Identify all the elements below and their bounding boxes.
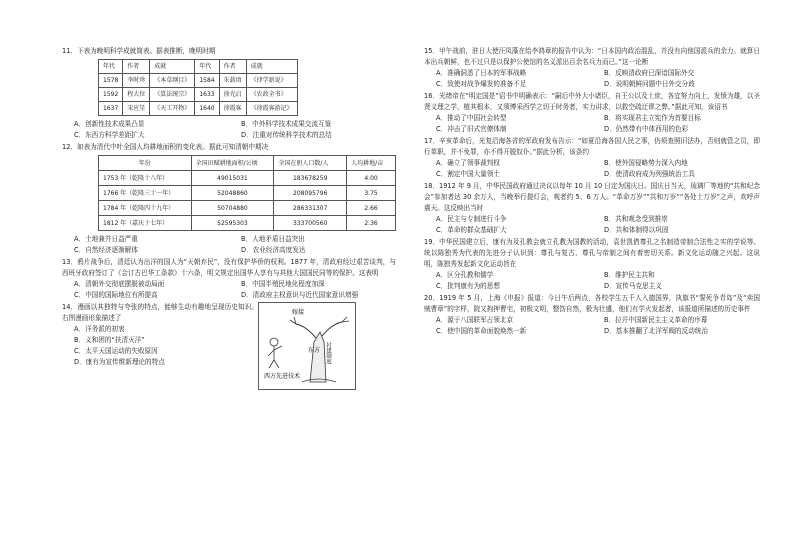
table-cell: 程大位 xyxy=(123,88,150,102)
table-cell: 183678259 xyxy=(274,171,347,186)
table-row xyxy=(99,88,298,102)
option-a[interactable]: A．民主与专制进行斗争 xyxy=(436,215,507,223)
table-cell: 朱载堉 xyxy=(219,74,246,88)
question-20-options xyxy=(424,315,760,337)
table-cell: 1584 xyxy=(195,74,219,88)
option-a[interactable]: A．土地兼并日益严重 xyxy=(74,235,138,243)
cartoon-base-label: 西方先进技术 xyxy=(264,373,301,380)
table-row xyxy=(99,186,396,201)
cartoon-top-label: 嫁接 xyxy=(292,309,305,316)
question-19-options xyxy=(424,270,760,292)
option-c[interactable]: C．冲击了旧式官僚体制 xyxy=(436,125,507,133)
question-17 xyxy=(424,136,760,180)
option-c[interactable]: C．批判康有为的思想 xyxy=(436,282,500,290)
option-a[interactable]: A．准确洞悉了日本的军事战略 xyxy=(436,69,527,77)
option-c[interactable]: C．中国的国际地位有所提高 xyxy=(74,291,158,299)
question-16-options xyxy=(424,113,760,135)
question-11-options xyxy=(62,119,396,141)
question-16 xyxy=(424,91,760,135)
table-cell: 50704880 xyxy=(191,201,274,216)
question-20 xyxy=(424,293,760,337)
question-11-table xyxy=(98,59,298,116)
table-header-cell: 作者 xyxy=(123,60,150,74)
table-row xyxy=(99,74,298,88)
option-d[interactable]: D．清政府主权意识与近代国家意识增强 xyxy=(241,291,359,299)
option-c[interactable]: C．革命的群众基础扩大 xyxy=(436,226,507,234)
question-18-options xyxy=(424,214,760,236)
table-cell: 宋应星 xyxy=(123,102,150,116)
table-header-cell: 人均耕地/亩 xyxy=(347,156,396,171)
table-row xyxy=(99,201,396,216)
table-cell: 3.75 xyxy=(347,186,396,201)
option-b[interactable]: B．使外国侵略势力深入内地 xyxy=(604,159,688,167)
right-column xyxy=(424,46,760,338)
option-c[interactable]: C．使中国的革命面貌焕然一新 xyxy=(436,327,527,335)
option-d[interactable]: D．农业经济高度发达 xyxy=(241,246,306,254)
table-header-cell: 成就 xyxy=(246,60,297,74)
option-c[interactable]: C．东西方科学差距扩大 xyxy=(74,131,145,139)
question-18 xyxy=(424,181,760,236)
table-cell: 1640 xyxy=(195,102,219,116)
option-b[interactable]: B．共和观念受到推崇 xyxy=(604,215,668,223)
option-b[interactable]: B．拉开中国新民主主义革命的序幕 xyxy=(604,316,708,324)
table-cell: 1578 xyxy=(99,74,123,88)
question-13 xyxy=(62,257,396,301)
table-row xyxy=(99,171,396,186)
table-cell: 208095796 xyxy=(274,186,347,201)
option-a[interactable]: A．确立了领事裁判权 xyxy=(436,159,500,167)
option-c[interactable]: C．致使对战争爆发的准备不足 xyxy=(436,80,527,88)
option-a[interactable]: A．源于八国联军占领北京 xyxy=(436,316,514,324)
option-b[interactable]: B．反映清政府已深谙国际外交 xyxy=(604,69,695,77)
option-b[interactable]: B．将实现君主立宪作为首要目标 xyxy=(604,114,701,122)
option-d[interactable]: D．宣传马克思主义 xyxy=(604,282,662,290)
table-header-cell: 年代 xyxy=(99,60,123,74)
table-header-cell: 作者 xyxy=(219,60,246,74)
table-cell: 1784 年（乾隆四十九年） xyxy=(99,201,192,216)
question-17-options xyxy=(424,158,760,180)
table-cell: 1753 年（乾隆十八年） xyxy=(99,171,192,186)
table-cell: 《算法统宗》 xyxy=(150,88,195,102)
option-d[interactable]: D．基本推翻了北洋军阀的反动统治 xyxy=(604,327,708,335)
question-12 xyxy=(62,142,396,256)
table-cell: 52048860 xyxy=(191,186,274,201)
option-d[interactable]: D．使清政府成为列强统治工具 xyxy=(604,170,695,178)
table-cell: 《徐霞客游记》 xyxy=(246,102,297,116)
option-c[interactable]: C．割定中国大量领土 xyxy=(436,170,500,178)
option-d[interactable]: D．共和体制得以巩固 xyxy=(604,226,669,234)
question-14-stem: 14．漫画以其独特与夸张的特点，能够生动有趣地呈现历史知识。右图漫画形象描述了 xyxy=(62,303,258,322)
table-cell: 《本草纲目》 xyxy=(150,74,195,88)
question-13-options xyxy=(62,279,396,301)
table-row xyxy=(99,216,396,231)
table-cell: 1633 xyxy=(195,88,219,102)
table-cell: 《律学新说》 xyxy=(246,74,297,88)
question-11 xyxy=(62,46,396,141)
table-cell: 徐光启 xyxy=(219,88,246,102)
option-b[interactable]: B．义和团的“扶清灭洋” xyxy=(74,336,145,344)
option-a[interactable]: A．洋务派的初衷 xyxy=(74,325,125,333)
left-column xyxy=(62,46,396,380)
option-a[interactable]: A．清朝外交彻底摆脱被动局面 xyxy=(74,280,165,288)
table-header-row xyxy=(99,156,396,171)
question-14 xyxy=(62,302,396,380)
question-17-stem: 17．辛亥革命后，光复沿海各省的军政府发布告示：“如夏沿海各国人民之事，仍须查照旧法办，否则就管之员，即行革职，并不免罪，亦不得开脱奴仆。”据此分析，该条约 xyxy=(424,137,760,156)
table-cell: 1766 年（乾隆三十一年） xyxy=(99,186,192,201)
question-12-stem: 12．如表为清代中叶全国人均耕地面积的变化表。据此可知清朝中期决 xyxy=(62,143,269,151)
question-15-stem: 15．甲午战前，驻日大使汪凤藻在给李鸿章的报告中认为：“日本国内政治混乱，并没有向他国派兵的余力。就算日本出兵朝鲜，也不过只是以保护公使馆的名义派出百余名兵力而已。”这一论断 xyxy=(424,47,760,66)
option-d[interactable]: D．说明朝鲜问题中日外交分歧 xyxy=(604,80,695,88)
table-cell: 286331307 xyxy=(274,201,347,216)
table-header-cell: 年份 xyxy=(99,156,192,171)
question-16-stem: 16．光绪帝在“明定国是”诏书中明确表示：“嗣后中外大小诸臣，自王公以及士庶，各宜努力向上，发愤为雄，以圣贤义理之学，植其根本，又须博采西学之切于时务者，实力讲求，以救空疏迂谬之弊。”据此可知，该诏书 xyxy=(424,92,760,111)
table-header-cell: 全国田赋耕地面积/公顷 xyxy=(191,156,274,171)
question-19-stem: 19．中华民国建立后，康有为及孔教会就立孔教为国教的活动，袁世凯借尊孔之名制造帝制合法性之实的学说等。统以陈独秀为代表的先进分子认识到：尊孔与复古、尊孔与帝制之间有着密切关系。新文化运动随之兴起。这说明，陈独秀发起新文化运动旨在 xyxy=(424,238,760,268)
option-a[interactable]: A．推动了中国社会转型 xyxy=(436,114,507,122)
option-d[interactable]: D．注重对传统科学技术的总结 xyxy=(241,131,332,139)
table-cell: 333700560 xyxy=(274,216,347,231)
option-a[interactable]: A．创新性技术成果凸显 xyxy=(74,120,145,128)
table-cell: 1812 年（嘉庆十七年） xyxy=(99,216,192,231)
table-cell: 徐霞客 xyxy=(219,102,246,116)
question-18-stem: 18．1912 年 9 月，中华民国政府通过决议以每年 10 月 10 日定为国庆日。国庆日当天，琉璃厂等地的“共和纪念会”参加者达 30 余万人，当晚举行提灯会，观者约 5、6 万人。“革命万岁”“共和万岁”“各处士万岁”之声，欢呼声震天。这反映出当时 xyxy=(424,182,760,212)
table-cell: 李时珍 xyxy=(123,74,150,88)
grafting-cartoon xyxy=(258,302,356,390)
option-b[interactable]: B．中国半殖民地化程度加深 xyxy=(241,280,325,288)
option-d[interactable]: D．仍然带有中体西用的色彩 xyxy=(604,125,689,133)
question-20-stem: 20．1919 年 5 月，上海《申报》报道：今日午后两点，各校学生五千人入德国界，执旗书“誓死争青岛”及“卖国贼曹章”的字样，院又拘押曹宅，初极文明，整饬自然，极为壮盛，他们有学火发起者，该报道所描述的历史事件 xyxy=(424,294,760,313)
table-row xyxy=(99,102,298,116)
table-cell: 2.36 xyxy=(347,216,396,231)
option-b[interactable]: B．人地矛盾日益突出 xyxy=(241,235,305,243)
option-b[interactable]: B．维护民主共和 xyxy=(604,271,655,279)
table-header-cell: 全国在册人口数/人 xyxy=(274,156,347,171)
option-c[interactable]: C．太平天国运动的失败原因 xyxy=(74,347,158,355)
table-header-cell: 年代 xyxy=(195,60,219,74)
question-19 xyxy=(424,237,760,292)
table-cell: 52595303 xyxy=(191,216,274,231)
table-cell: 1592 xyxy=(99,88,123,102)
table-header-cell: 成就 xyxy=(150,60,195,74)
table-cell: 1637 xyxy=(99,102,123,116)
question-15 xyxy=(424,46,760,90)
option-b[interactable]: B．中外科学技术成果交流互鉴 xyxy=(241,120,332,128)
option-a[interactable]: A．区分孔教和儒学 xyxy=(436,271,494,279)
table-cell: 2.66 xyxy=(347,201,396,216)
question-11-stem: 11．下表为晚明科学成就简表。据表推断，晚明时期 xyxy=(62,47,216,55)
question-15-options xyxy=(424,68,760,90)
question-12-options xyxy=(62,234,396,256)
question-12-table xyxy=(98,155,396,231)
question-13-stem: 13．鸦片战争后，清廷认为出洋的国人为“天朝弃民”，没有保护华侨的权利。1877 年，清政府经过艰苦谈判，与西班牙政府签订了《会订古巴华工条款》十六条，明文规定出国华人享有与其他大国国民同等的保护。这表明 xyxy=(62,258,396,277)
option-c[interactable]: C．自然经济逐渐解体 xyxy=(74,246,138,254)
cartoon-branch-label: 封建制度 xyxy=(325,342,331,364)
option-d[interactable]: D．康有为宣传维新理论的特点 xyxy=(74,358,165,366)
table-cell: 4.00 xyxy=(347,171,396,186)
cartoon-trunk-label: 东方 xyxy=(308,347,321,354)
table-cell: 《农政全书》 xyxy=(246,88,297,102)
table-cell: 《天工开物》 xyxy=(150,102,195,116)
table-header-row xyxy=(99,60,298,74)
table-cell: 49015031 xyxy=(191,171,274,186)
